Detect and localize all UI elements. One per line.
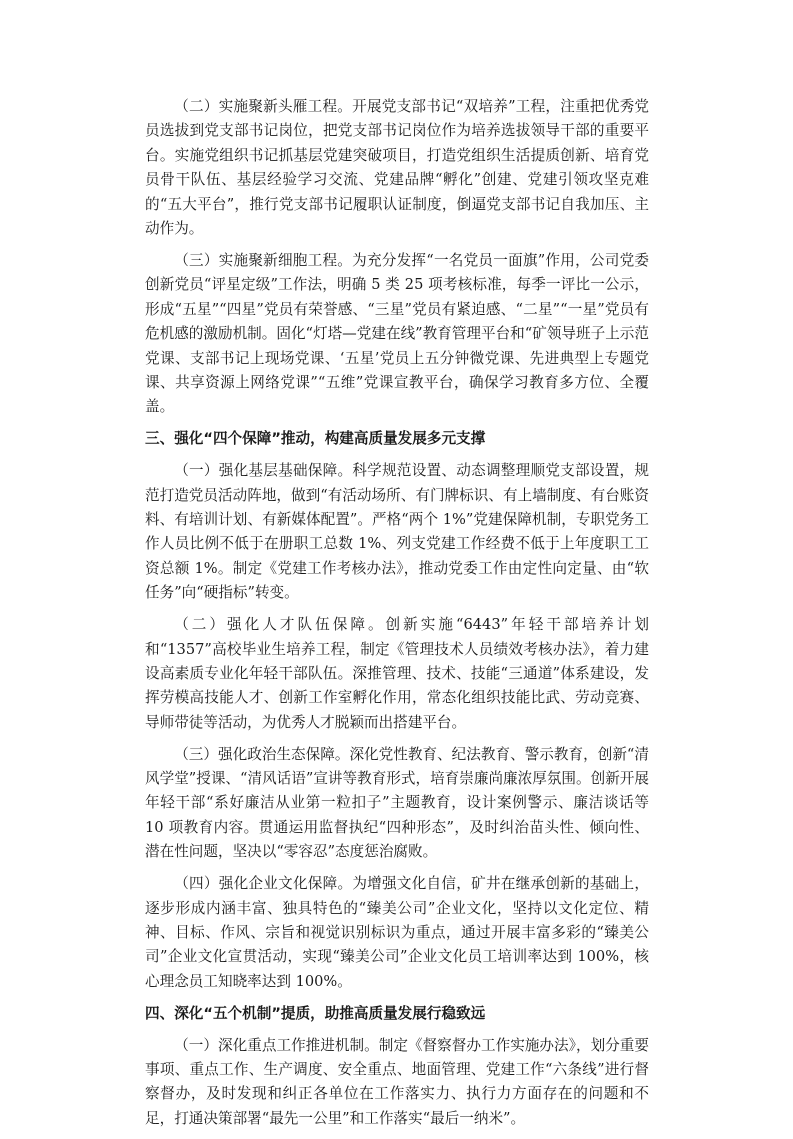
paragraph-key-work-mechanism: （一）深化重点工作推进机制。制定《督察督办工作实施办法》，划分重要事项、重点工作、生产调度、安全重点、地面管理、党建工作“六条线”进行督察督办，及时发现和纠正各单位在工作落实力、执行力方面存在的问题和不足，打通决策部署“最先一公里”和工作落实“最后一纳米”。 bbox=[145, 1036, 649, 1127]
document-body bbox=[145, 95, 649, 1139]
paragraph-implement-new-cell-project: （三）实施聚新细胞工程。为充分发挥“一名党员一面旗”作用，公司党委创新党员“评星定级”工作法，明确 5 类 25 项考核标准，每季一评比一公示，形成“五星”“四星”党员有荣誉感、“三星”党员有紧迫感、“二星”“一星”党员有危机感的激励机制。固化“灯塔—党建在线”教育管理平台和“矿领导班子上示范党课、支部书记上现场党课、‘五星’党员上五分钟微党课、先进典型上专题党课、共享资源上网络党课”“五维”党课宣教平台，确保学习教育多方位、全覆盖。 bbox=[145, 251, 649, 416]
paragraph-grassroots-guarantee: （一）强化基层基础保障。科学规范设置、动态调整理顺党支部设置，规范打造党员活动阵地，做到“有活动场所、有门牌标识、有上墙制度、有台账资料、有培训计划、有新媒体配置”。严格“两个 1%”党建保障机制，专职党务工作人员比例不低于在册职工总数 1%、列支党建工作经费不低于上年度职工工资总额 1%。制定《党建工作考核办法》，推动党委工作由定性向定量、由“软任务”向“硬指标”转变。 bbox=[145, 462, 649, 602]
paragraph-political-ecology-guarantee: （三）强化政治生态保障。深化党性教育、纪法教育、警示教育，创新“清风学堂”授课、“清风话语”宣讲等教育形式，培育崇廉尚廉浓厚氛围。创新开展年轻干部“系好廉洁从业第一粒扣子”主题教育，设计案例警示、廉洁谈话等 10 项教育内容。贯通运用监督执纪“四种形态”，及时纠治苗头性、倾向性、潜在性问题，坚决以“零容忍”态度惩治腐败。 bbox=[145, 745, 649, 861]
paragraph-talent-guarantee: （二）强化人才队伍保障。创新实施“6443”年轻干部培养计划和“1357”高校毕业生培养工程，制定《管理技术人员绩效考核办法》，着力建设高素质专业化年轻干部队伍。深推管理、技术、技能“三通道”体系建设，发挥劳模高技能人才、创新工作室孵化作用，常态化组织技能比武、劳动竞赛、导师带徒等活动，为优秀人才脱颖而出搭建平台。 bbox=[145, 616, 649, 731]
section-heading-four-guarantees: 三、强化“四个保障”推动，构建高质量发展多元支撑 bbox=[145, 430, 486, 448]
paragraph-corporate-culture-guarantee: （四）强化企业文化保障。为增强文化自信，矿井在继承创新的基础上，逐步形成内涵丰富、独具特色的“臻美公司”企业文化，坚持以文化定位、精神、目标、作风、宗旨和视觉识别标识为重点，通过开展丰富多彩的“臻美公司”企业文化宣贯活动，实现“臻美公司”企业文化员工培训率达到 100%，核心理念员工知晓率达到 100%。 bbox=[145, 875, 649, 990]
paragraph-implement-lead-goose-project: （二）实施聚新头雁工程。开展党支部书记“双培养”工程，注重把优秀党员选拔到党支部书记岗位，把党支部书记岗位作为培养选拔领导干部的重要平台。实施党组织书记抓基层党建突破项目，打造党组织生活提质创新、培育党员骨干队伍、基层经验学习交流、党建品牌“孵化”创建、党建引领攻坚克难的“五大平台”，推行党支部书记履职认证制度，倒逼党支部书记自我加压、主动作为。 bbox=[145, 98, 649, 238]
section-heading-five-mechanisms: 四、深化“五个机制”提质，助推高质量发展行稳致远 bbox=[145, 1004, 486, 1022]
